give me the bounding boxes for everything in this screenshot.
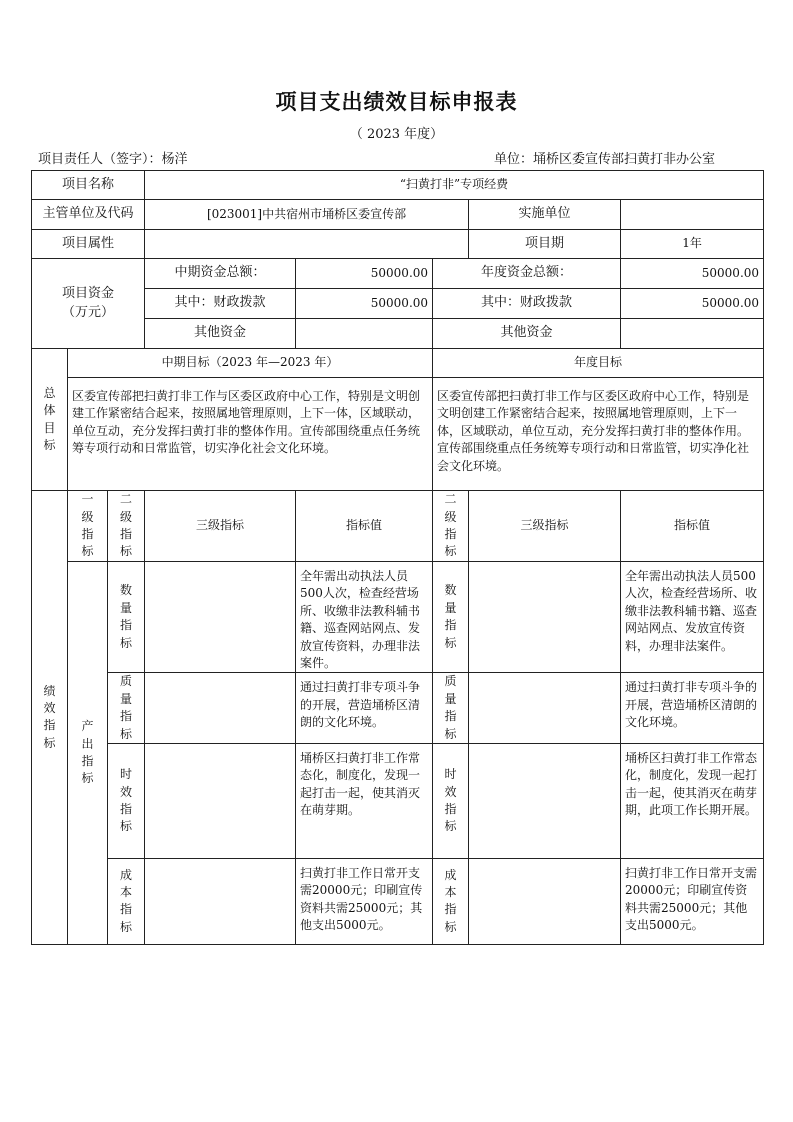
mid-total-value: 50000.00 — [296, 259, 433, 289]
funds-label — [32, 259, 145, 349]
impl-value — [621, 200, 764, 230]
level3-cell — [145, 562, 296, 673]
dept-label: 主管单位及代码 — [32, 200, 145, 230]
level2-cell: 时效指标 — [108, 743, 145, 858]
level2-header: 二级指标 — [108, 491, 145, 562]
mid-value-cell: 通过扫黄打非专项斗争的开展，营造埇桥区清朗的文化环境。 — [296, 673, 433, 744]
perf-label: 绩效指标 — [32, 491, 68, 945]
year-goal-text: 区委宣传部把扫黄打非工作与区委区政府中心工作，特别是文明创建工作紧密结合起来，按照属地管理原则，上下一体，区域联动，单位互动，充分发挥扫黄打非的整体作用。宣传部围绕重点任务统筹专项行动和日常监管，切实净化社会文化环境。 — [433, 378, 764, 491]
year-level2-header: 二级指标 — [433, 491, 469, 562]
attr-label: 项目属性 — [32, 230, 145, 259]
level2-cell: 成本指标 — [108, 858, 145, 944]
period-label: 项目期 — [469, 230, 621, 259]
year-value-cell: 通过扫黄打非专项斗争的开展，营造埇桥区清朗的文化环境。 — [621, 673, 764, 744]
year-fiscal-value: 50000.00 — [621, 289, 764, 319]
year-fiscal-label: 其中：财政拨款 — [433, 289, 621, 319]
year-level2-cell: 成本指标 — [433, 858, 469, 944]
year-value-cell: 全年需出动执法人员500人次，检查经营场所、收缴非法教科辅书籍、巡查网站网点、发放宣传资料，办理非法案件。 — [621, 562, 764, 673]
level3-cell — [145, 743, 296, 858]
attr-value — [145, 230, 469, 259]
year-line: （ 2023 年度） — [349, 127, 444, 142]
mid-goal-text: 区委宣传部把扫黄打非工作与区委区政府中心工作，特别是文明创建工作紧密结合起来，按照属地管理原则，上下一体，区域联动，单位互动，充分发挥扫黄打非的整体作用。宣传部围绕重点任务统筹专项行动和日常监管，切实净化社会文化环境。 — [68, 378, 433, 491]
level2-cell: 质量指标 — [108, 673, 145, 744]
responsible-person: 项目责任人（签字）：杨洋 — [38, 152, 188, 167]
year-level2-cell: 数量指标 — [433, 562, 469, 673]
year-level3-cell — [469, 858, 621, 944]
year-level2-cell: 时效指标 — [433, 743, 469, 858]
mid-value-cell: 埇桥区扫黄打非工作常态化，制度化，发现一起打击一起，使其消灭在萌芽期。 — [296, 743, 433, 858]
year-other-label: 其他资金 — [433, 319, 621, 349]
level3-header: 三级指标 — [145, 491, 296, 562]
mid-total-label: 中期资金总额： — [145, 259, 296, 289]
year-value-cell: 扫黄打非工作日常开支需20000元；印刷宣传资料共需25000元；其他支出5000元。 — [621, 858, 764, 944]
project-name-label: 项目名称 — [32, 171, 145, 200]
year-value-header: 指标值 — [621, 491, 764, 562]
declaration-table — [31, 170, 764, 945]
year-goal-header: 年度目标 — [433, 349, 764, 378]
mid-value-cell: 全年需出动执法人员500人次，检查经营场所、收缴非法教科辅书籍、巡查网站网点、发放宣传资料，办理非法案件。 — [296, 562, 433, 673]
year-value-cell: 埇桥区扫黄打非工作常态化，制度化，发现一起打击一起，使其消灭在萌芽期，此项工作长期开展。 — [621, 743, 764, 858]
year-total-value: 50000.00 — [621, 259, 764, 289]
level1-output: 产出指标 — [68, 562, 108, 945]
project-name-value: “扫黄打非”专项经费 — [145, 171, 764, 200]
level2-cell: 数量指标 — [108, 562, 145, 673]
year-total-label: 年度资金总额： — [433, 259, 621, 289]
year-other-value — [621, 319, 764, 349]
mid-goal-header: 中期目标（2023 年—2023 年） — [68, 349, 433, 378]
mid-other-label: 其他资金 — [145, 319, 296, 349]
goals-label: 总体目标 — [32, 349, 68, 491]
period-value: 1年 — [621, 230, 764, 259]
dept-value: [023001]中共宿州市埇桥区委宣传部 — [145, 200, 469, 230]
year-level2-cell: 质量指标 — [433, 673, 469, 744]
year-level3-header: 三级指标 — [469, 491, 621, 562]
value-header: 指标值 — [296, 491, 433, 562]
year-level3-cell — [469, 562, 621, 673]
mid-fiscal-value: 50000.00 — [296, 289, 433, 319]
level3-cell — [145, 858, 296, 944]
impl-label: 实施单位 — [469, 200, 621, 230]
form-title: 项目支出绩效目标申报表 — [275, 89, 518, 114]
mid-value-cell: 扫黄打非工作日常开支需20000元；印刷宣传资料共需25000元；其他支出5000元。 — [296, 858, 433, 944]
funds-label-text: 项目资金（万元） — [62, 285, 115, 320]
level1-header: 一级指标 — [68, 491, 108, 562]
year-level3-cell — [469, 673, 621, 744]
level3-cell — [145, 673, 296, 744]
unit-name: 单位：埇桥区委宣传部扫黄打非办公室 — [494, 152, 716, 167]
mid-other-value — [296, 319, 433, 349]
mid-fiscal-label: 其中：财政拨款 — [145, 289, 296, 319]
year-level3-cell — [469, 743, 621, 858]
